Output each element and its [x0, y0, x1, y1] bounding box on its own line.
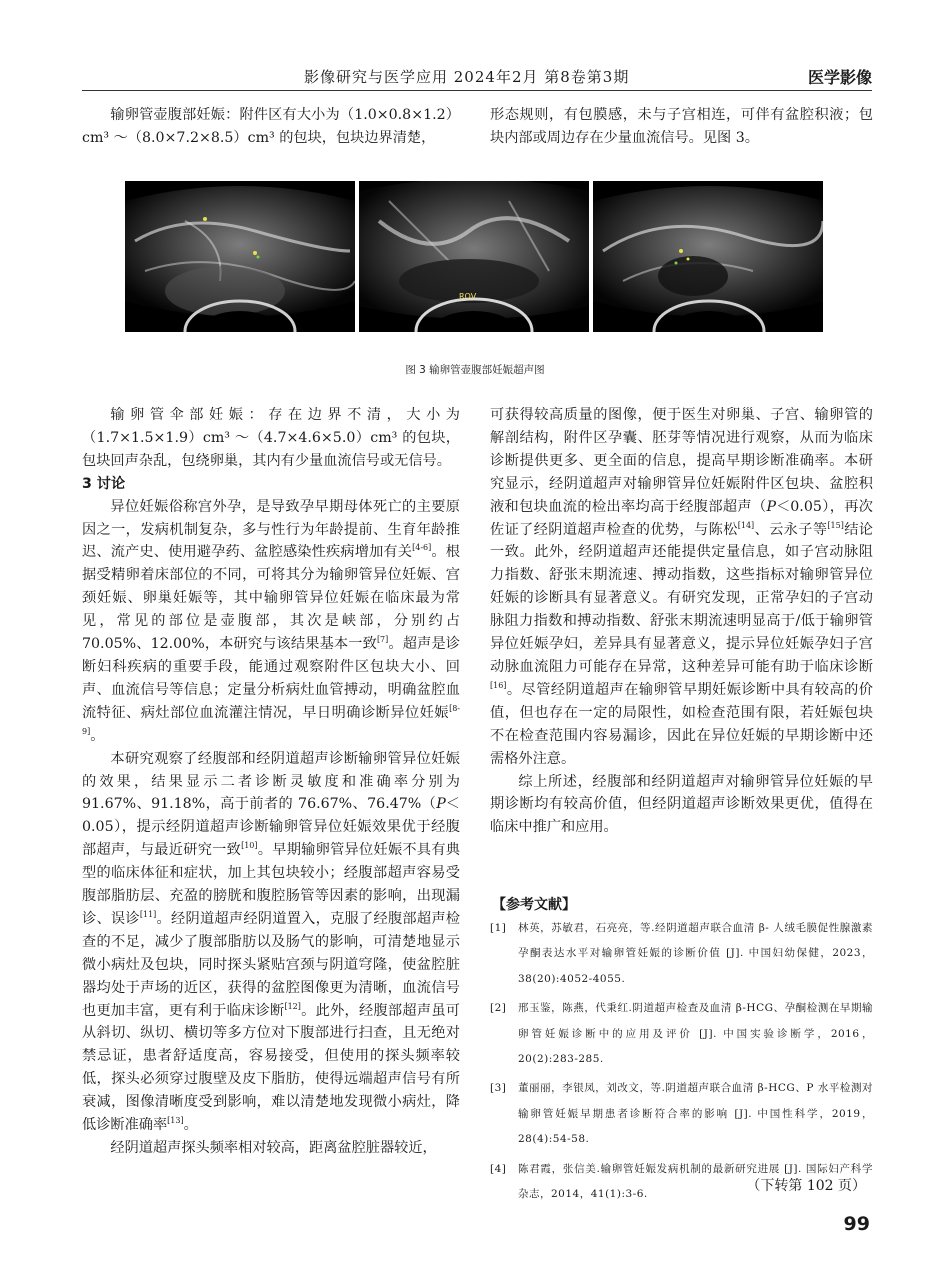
header-rule	[82, 90, 872, 91]
top-right-column	[490, 104, 873, 150]
conclusion-paragraph: 综上所述，经腹部和经阴道超声对输卵管异位妊娠的早期诊断均有较高价值，但经阴道超声诊断效果更优，值得在临床中推广和应用。	[490, 773, 873, 836]
figure-caption: 图 3 输卵管壶腹部妊娠超声图	[405, 364, 545, 376]
reference-item: [3] 董丽丽，李银凤，刘改文，等.阴道超声联合血清 β-HCG、P 水平检测对输卵管妊娠早期患者诊断符合率的影响 [J]. 中国性科学，2019，28(4):54-58.	[490, 1082, 873, 1146]
citation: [11]	[139, 909, 157, 919]
citation: [10]	[241, 841, 258, 851]
ampulla-paragraph: 输卵管壶腹部妊娠：附件区有大小为（1.0×0.8×1.2）cm³ ～（8.0×7.2×8.5）cm³ 的包块，包块边界清楚，	[82, 107, 460, 146]
right-column	[490, 404, 873, 839]
citation: [4-6]	[412, 543, 432, 553]
ultrasound-image-1	[125, 181, 355, 332]
ultrasound-image-2	[359, 181, 589, 332]
ampulla-paragraph-cont: 形态规则，有包膜感，未与子宫相连，可伴有盆腔积液；包块内部或周边存在少量血流信号。见图 3。	[490, 107, 873, 146]
citation: [16]	[490, 680, 507, 690]
citation: [12]	[284, 1001, 301, 1011]
reference-item: [2] 邢玉鉴，陈燕，代秉红.阴道超声检查及血清 β-HCG、孕酮检测在早期输卵管妊娠诊断中的应用及评价 [J]. 中国实验诊断学，2016，20(2):283-285.	[490, 1002, 873, 1066]
section-title-discussion: 3 讨论	[82, 475, 126, 492]
citation: [14]	[737, 520, 755, 530]
citation: [13]	[167, 1116, 184, 1126]
citation: [7]	[376, 635, 389, 645]
discussion-paragraph-3: 经阴道超声探头频率相对较高，距离盆腔脏器较近，	[110, 1140, 437, 1156]
umbrella-paragraph: 输卵管伞部妊娠：存在边界不清，大小为（1.7×1.5×1.9）cm³ ～（4.7×4.6×5.0）cm³ 的包块，包块回声杂乱，包绕卵巢，其内有少量血流信号或无信号。	[82, 407, 460, 469]
rov-label: ROV	[459, 292, 477, 301]
citation: [15]	[827, 520, 844, 530]
left-column	[82, 404, 460, 1160]
top-left-column	[82, 104, 460, 150]
discussion-paragraph-1: 异位妊娠俗称宫外孕，是导致孕早期母体死亡的主要原因之一，发病机制复杂，多与性行为年龄提前、生育年龄推迟、流产史、使用避孕药、盆腔感染性疾病增加有关[4-6]。根据受精卵着床部位的不同，可将其分为输卵管异位妊娠、宫颈妊娠、卵巢妊娠等，其中输卵管异位妊娠在临床最为常见，常见的部位是壶腹部，其次是峡部，分别约占 70.05%、12.00%，本研究与该结果基本一致[7]。超声是诊断妇科疾病的重要手段，能通过观察附件区包块大小、回声、血流信号等信息；定量分析病灶血管搏动，明确盆腔血流特征、病灶部位血流灌注情况，早日明确诊断异位妊娠[8-9]。	[82, 498, 460, 744]
running-header	[82, 62, 872, 90]
reference-item: [4] 陈君霞，张信美.输卵管妊娠发病机制的最新研究进展 [J]. 国际妇产科学杂志，2014，41(1):3-6.	[490, 1162, 873, 1201]
citation: [8-9]	[82, 703, 460, 736]
page-number: 99	[843, 1213, 870, 1235]
figure-3	[125, 181, 825, 332]
ultrasound-image-3	[593, 181, 823, 332]
section-brand: 医学影像	[807, 68, 872, 87]
discussion-paragraph-3-cont: 可获得较高质量的图像，便于医生对卵巢、子宫、输卵管的解剖结构，附件区孕囊、胚芽等情况进行观察，从而为临床诊断提供更多、更全面的信息，提高早期诊断准确率。本研究显示，经阴道超声对输卵管异位妊娠附件区包块、盆腔积液和包块血流的检出率均高于经腹部超声（P＜0.05），再次佐证了经阴道超声检查的优势，与陈松[14]、云永子等[15]结论一致。此外，经阴道超声还能提供定量信息，如子宫动脉阻力指数、舒张末期流速、搏动指数，这些指标对输卵管异位妊娠的诊断具有显著意义。有研究发现，正常孕妇的子宫动脉阻力指数和搏动指数、舒张末期流速明显高于/低于输卵管异位妊娠孕妇，差异具有显著意义，提示异位妊娠孕妇子宫动脉血流阻力可能存在异常，这种差异可能有助于临床诊断[16]。尽管经阴道超声在输卵管早期妊娠诊断中具有较高的价值，但也存在一定的局限性，如检查范围有限，若妊娠包块不在检查范围内容易漏诊，因此在异位妊娠的早期诊断中还需格外注意。	[490, 407, 873, 767]
references-list	[490, 916, 873, 1211]
discussion-paragraph-2: 本研究观察了经腹部和经阴道超声诊断输卵管异位妊娠的效果，结果显示二者诊断灵敏度和准确率分别为 91.67%、91.18%，高于前者的 76.67%、76.47%（P＜0.05），提示经阴道超声诊断输卵管异位妊娠效果优于经腹部超声，与最近研究一致[10]。早期输卵管异位妊娠不具有典型的临床体征和症状，加上其包块较小；经腹部超声容易受腹部脂肪层、充盈的膀胱和腹腔肠管等因素的影响，出现漏诊、误诊[11]。经阴道超声经阴道置入，克服了经腹部超声检查的不足，减少了腹部脂肪以及肠气的影响，可清楚地显示微小病灶及包块，同时探头紧贴宫颈与阴道穹隆，使盆腔脏器均处于声场的近区，获得的盆腔图像更为清晰，血流信号也更加丰富，更有利于临床诊断[12]。此外，经腹部超声虽可从斜切、纵切、横切等多方位对下腹部进行扫查，且无绝对禁忌证，患者舒适度高，容易接受，但使用的探头频率较低，探头必须穿过腹壁及皮下脂肪，使得远端超声信号有所衰减，图像清晰度受到影响，难以清楚地发现微小病灶，降低诊断准确率[13]。	[82, 750, 460, 1134]
continued-note: （下转第 102 页）	[746, 1178, 866, 1194]
reference-item: [1] 林英，苏敏君，石亮亮，等.经阴道超声联合血清 β- 人绒毛膜促性腺激素孕酮表达水平对输卵管妊娠的诊断价值 [J]. 中国妇幼保健，2023，38(20):4052-4055.	[490, 922, 873, 985]
references-title: 【参考文献】	[492, 897, 576, 913]
journal-issue: 影像研究与医学应用 2024年2月 第8卷第3期	[304, 68, 630, 86]
